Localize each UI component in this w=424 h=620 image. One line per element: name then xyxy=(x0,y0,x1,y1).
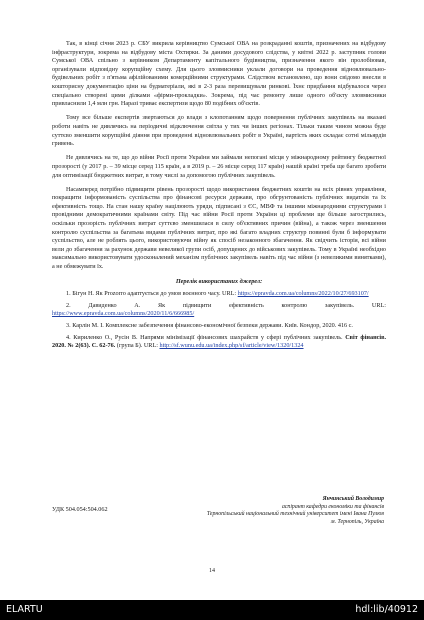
reference-number: 3. xyxy=(66,322,71,329)
author-position: аспірант кафедри економіки та фінансів xyxy=(281,503,384,510)
reference-item xyxy=(52,334,386,351)
author-city: м. Тернопіль, Україна xyxy=(330,518,384,525)
paragraph: Насамперед потрібно підвищити рівень прозорості щодо використання бюджетних коштів на всіх рівнях управління, покращити інформованість суспільства про фінансові ресурси держави, про обгрунтованість публічних видатків та їх ефективність тощо. На стан нашу країну націлюють уряди, підписані з ЄС, МВФ та іншими міжнародними структурами і провідними демократичними країнами світу. Під час війни Росії проти України ці проблеми ще більше загострились, оскільки прозорість публічних витрат суттєво зменшилася в силу об'єктивних причин (війна), а також через зменшення контролю суспільства за багатьма видами публічних витрат, про які багато владних структур повинні були б інформувати суспільство, але не роблять цього, використовуючи війну як спосіб незаконного збагачення. Як свідчить історія, всі війни вели до збагачення за рахунок держави невеликої групи осіб, допущених до військових закупівель. Тому в Україні необхідно максимально використовувати удосконалений механізм публічних закупівель навіть під час війни (з невеликими винятками), а не обмежувати їх. xyxy=(52,185,386,271)
author-block xyxy=(184,496,384,526)
reference-text: Карлін М. І. Комплексне забезпечення фінансово-економічної безпеки держави. Київ. Кондор, 2020. 416 с. xyxy=(72,322,353,329)
reference-link[interactable]: http://sf.wunu.edu.ua/index.php/sf/article/view/1320/1324 xyxy=(159,342,304,350)
reference-number: 1. xyxy=(66,290,71,298)
reference-text: Бігун Н. Як Prozorro адаптується до умов воєнного часу. URL: xyxy=(72,290,237,298)
reference-text: Давиденко А. Як підвищити ефективність контролю закупівель. URL: xyxy=(88,301,386,309)
repository-footer xyxy=(0,600,424,620)
reference-item xyxy=(52,302,386,319)
reference-item xyxy=(52,290,386,299)
reference-text: Кириленко О., Русін В. Напрями мінімізації фінансових шахрайств у сфері публічних закупівель. xyxy=(73,333,343,341)
references-title: Перелік використаних джерел: xyxy=(175,277,263,285)
paragraph: Так, в кінці січня 2023 р. СБУ викрила керівництво Сумської ОВА на розкраданні коштів, призначених на відбудову інфраструктури, зокрема на відбудову міста Охтирки. За даними досудового слідства, у квітні 2022 р. заступник голови Сумської ОВА спільно з керівником Департаменту капітального будівництва, призначення якого він пролобіював, організували відповідну корупційну схему. Для цього зловмисники уклали договори на проведення відновлювально-будівельних робіт з п'ятьма афілійованими комерційними структурами. Слідством встановлено, що вони свідомо внесли в кошторисну документацію ціни на будматеріали, які в 2-3 раза перевищували ринкові. Їхнє придбання відбувалося через спеціально створені цими ділками «фірми-прокладки». Зокрема, під час ремонту лише одного об'єкту зловмисники привласнили 1,4 млн грн. Наразі триває експертизи щодо 80 подібних об'єктів. xyxy=(52,40,386,108)
handle-id: hdl:lib/40912 xyxy=(355,604,418,615)
reference-item xyxy=(52,322,386,331)
reference-number: 2. xyxy=(66,301,71,309)
paragraph: Не дивлячись на те, що до війни Росії проти України ми займали непогані місця у міжнародному рейтингу бюджетної прозорості (у 2017 р. – 39 місце серед 115 країн, а в 2019 р. – 26 місце серед 117 країн) нашій країні треба ще багато зробити для оптимізації бюджетних витрат, в тому числі за допомогою публічних закупівель. xyxy=(52,154,386,179)
reference-number: 4. xyxy=(66,333,71,341)
page-number: 14 xyxy=(209,568,215,574)
reference-text-after: (група Б). URL: xyxy=(116,342,158,350)
reference-link[interactable]: https://www.epravda.com.ua/columns/2020/11/6/666985/ xyxy=(52,310,195,318)
udk-code: УДК 504.054:504.062 xyxy=(52,506,108,513)
repository-name: ELARTU xyxy=(6,604,43,615)
reference-source: Світ фінансів. 2020. № 2(63). С. 62-76. xyxy=(52,333,386,350)
article-body xyxy=(52,40,386,351)
author-name: Янчинський Володимир xyxy=(322,496,384,502)
reference-link[interactable]: https://epravda.com.ua/columns/2022/10/27/693107/ xyxy=(237,290,369,298)
paragraph: Тому все більше експертів звертаються до влади з клопотанням щодо повернення публічних закупівель на вказані роботи навіть не дивлячись на періодичні відключення світла у тих чи інших регіонах. Тільки таким чином можна буде суттєво зменшити корупційні діяння при проведенні відновлювальних робіт в Україні, вартість яких складає сотні мільярдів гривень. xyxy=(52,114,386,148)
author-university: Тернопільський національний технічний університет імені Івана Пулюя xyxy=(206,511,384,518)
